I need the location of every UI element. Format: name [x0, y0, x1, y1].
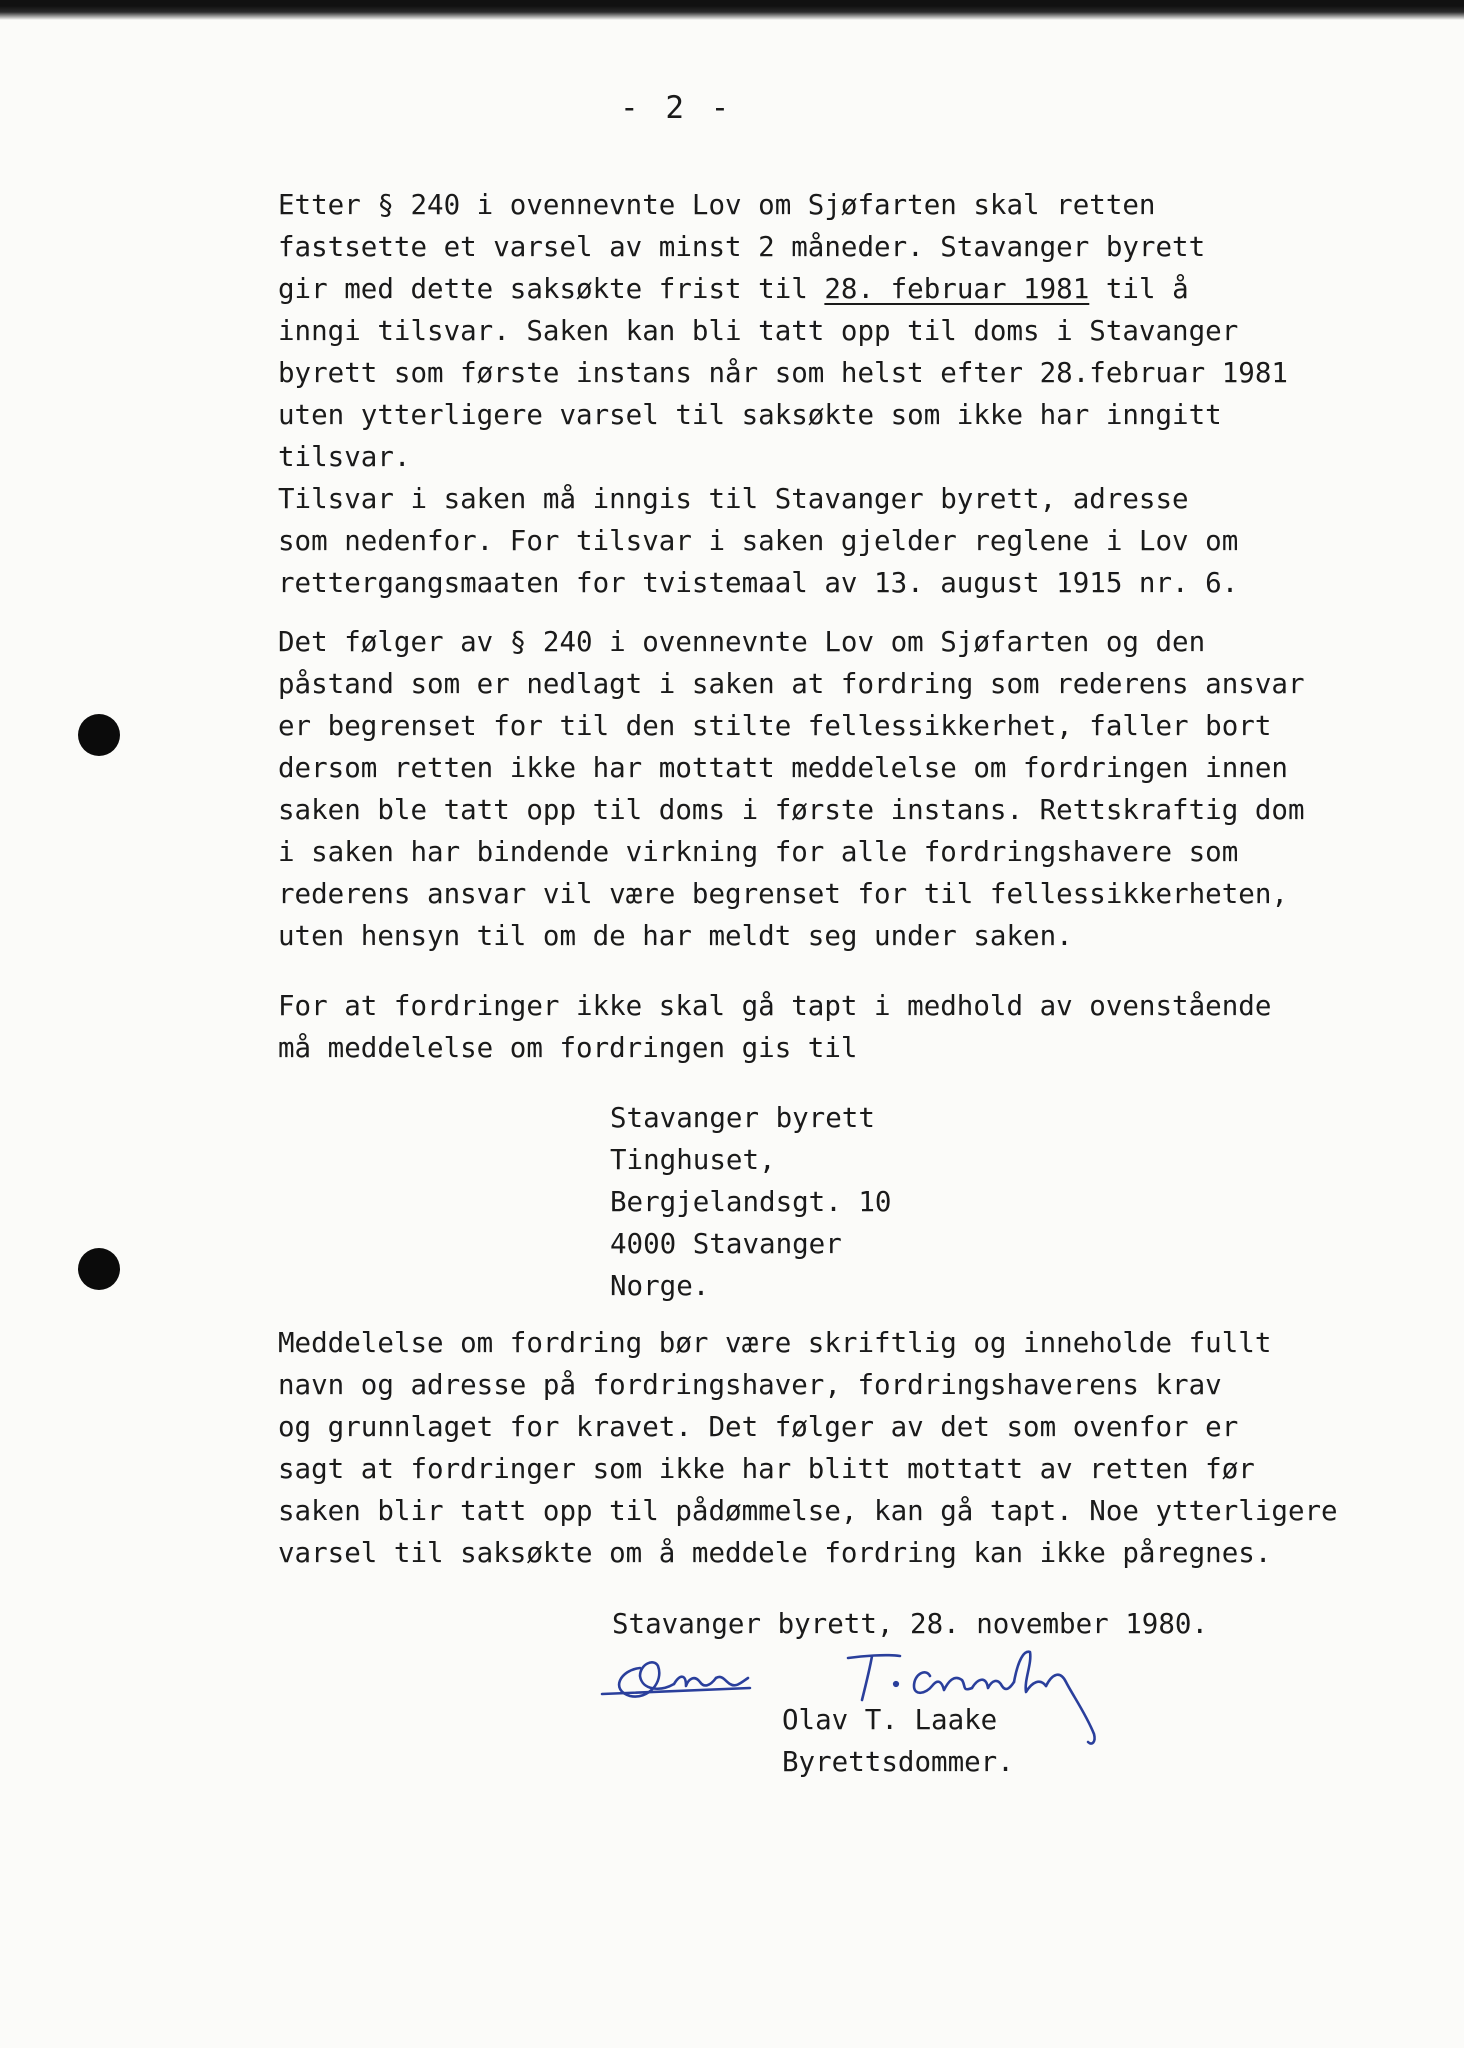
signatory-title: Byrettsdommer. — [782, 1746, 1014, 1778]
text-segment: til å — [1089, 273, 1189, 305]
text-line: er begrenset for til den stilte fellessikkerhet, faller bort — [278, 710, 1272, 742]
text-line: og grunnlaget for kravet. Det følger av det som ovenfor er — [278, 1411, 1239, 1443]
text-line: påstand som er nedlagt i saken at fordring som rederens ansvar — [278, 668, 1305, 700]
punch-hole — [78, 1248, 120, 1290]
text-line: varsel til saksøkte om å meddele fordring kan ikke påregnes. — [278, 1537, 1272, 1569]
signatory-name: Olav T. Laake — [782, 1704, 998, 1736]
text-line: inngi tilsvar. Saken kan bli tatt opp til doms i Stavanger — [278, 315, 1239, 347]
text-line: saken blir tatt opp til pådømmelse, kan gå tapt. Noe ytterligere — [278, 1495, 1338, 1527]
text-line: byrett som første instans når som helst efter 28.februar 1981 — [278, 357, 1288, 389]
text-segment: gir med dette saksøkte frist til — [278, 273, 825, 305]
page-number: - 2 - — [620, 90, 734, 126]
text-line: Meddelelse om fordring bør være skriftlig og inneholde fullt — [278, 1327, 1272, 1359]
address-line: Norge. — [610, 1270, 710, 1302]
text-line: Det følger av § 240 i ovennevnte Lov om Sjøfarten og den — [278, 626, 1206, 658]
text-line — [278, 268, 1189, 310]
text-line: uten ytterligere varsel til saksøkte som ikke har inngitt — [278, 399, 1222, 431]
text-line: i saken har bindende virkning for alle fordringshavere som — [278, 836, 1239, 868]
address-line: Tinghuset, — [610, 1144, 776, 1176]
text-line: Tilsvar i saken må inngis til Stavanger byrett, adresse — [278, 483, 1189, 515]
text-line: som nedenfor. For tilsvar i saken gjelder reglene i Lov om — [278, 525, 1239, 557]
address-line: Stavanger byrett — [610, 1102, 875, 1134]
date-line: Stavanger byrett, 28. november 1980. — [612, 1608, 1209, 1640]
text-line: Etter § 240 i ovennevnte Lov om Sjøfarten skal retten — [278, 189, 1156, 221]
text-line: må meddelelse om fordringen gis til — [278, 1032, 858, 1064]
punch-hole — [78, 714, 120, 756]
text-line: saken ble tatt opp til doms i første instans. Rettskraftig dom — [278, 794, 1305, 826]
text-line: tilsvar. — [278, 441, 411, 473]
text-line: rettergangsmaaten for tvistemaal av 13. august 1915 nr. 6. — [278, 567, 1239, 599]
address-line: Bergjelandsgt. 10 — [610, 1186, 892, 1218]
address-line: 4000 Stavanger — [610, 1228, 842, 1260]
text-line: sagt at fordringer som ikke har blitt mottatt av retten før — [278, 1453, 1255, 1485]
text-line: navn og adresse på fordringshaver, fordringshaverens krav — [278, 1369, 1222, 1401]
text-line: rederens ansvar vil være begrenset for til fellessikkerheten, — [278, 878, 1288, 910]
text-line: fastsette et varsel av minst 2 måneder. Stavanger byrett — [278, 231, 1206, 263]
text-line: uten hensyn til om de har meldt seg under saken. — [278, 920, 1073, 952]
text-line: For at fordringer ikke skal gå tapt i medhold av ovenstående — [278, 990, 1272, 1022]
deadline-date: 28. februar 1981 — [824, 273, 1090, 305]
scan-edge — [0, 0, 1464, 20]
text-line: dersom retten ikke har mottatt meddelelse om fordringen innen — [278, 752, 1288, 784]
